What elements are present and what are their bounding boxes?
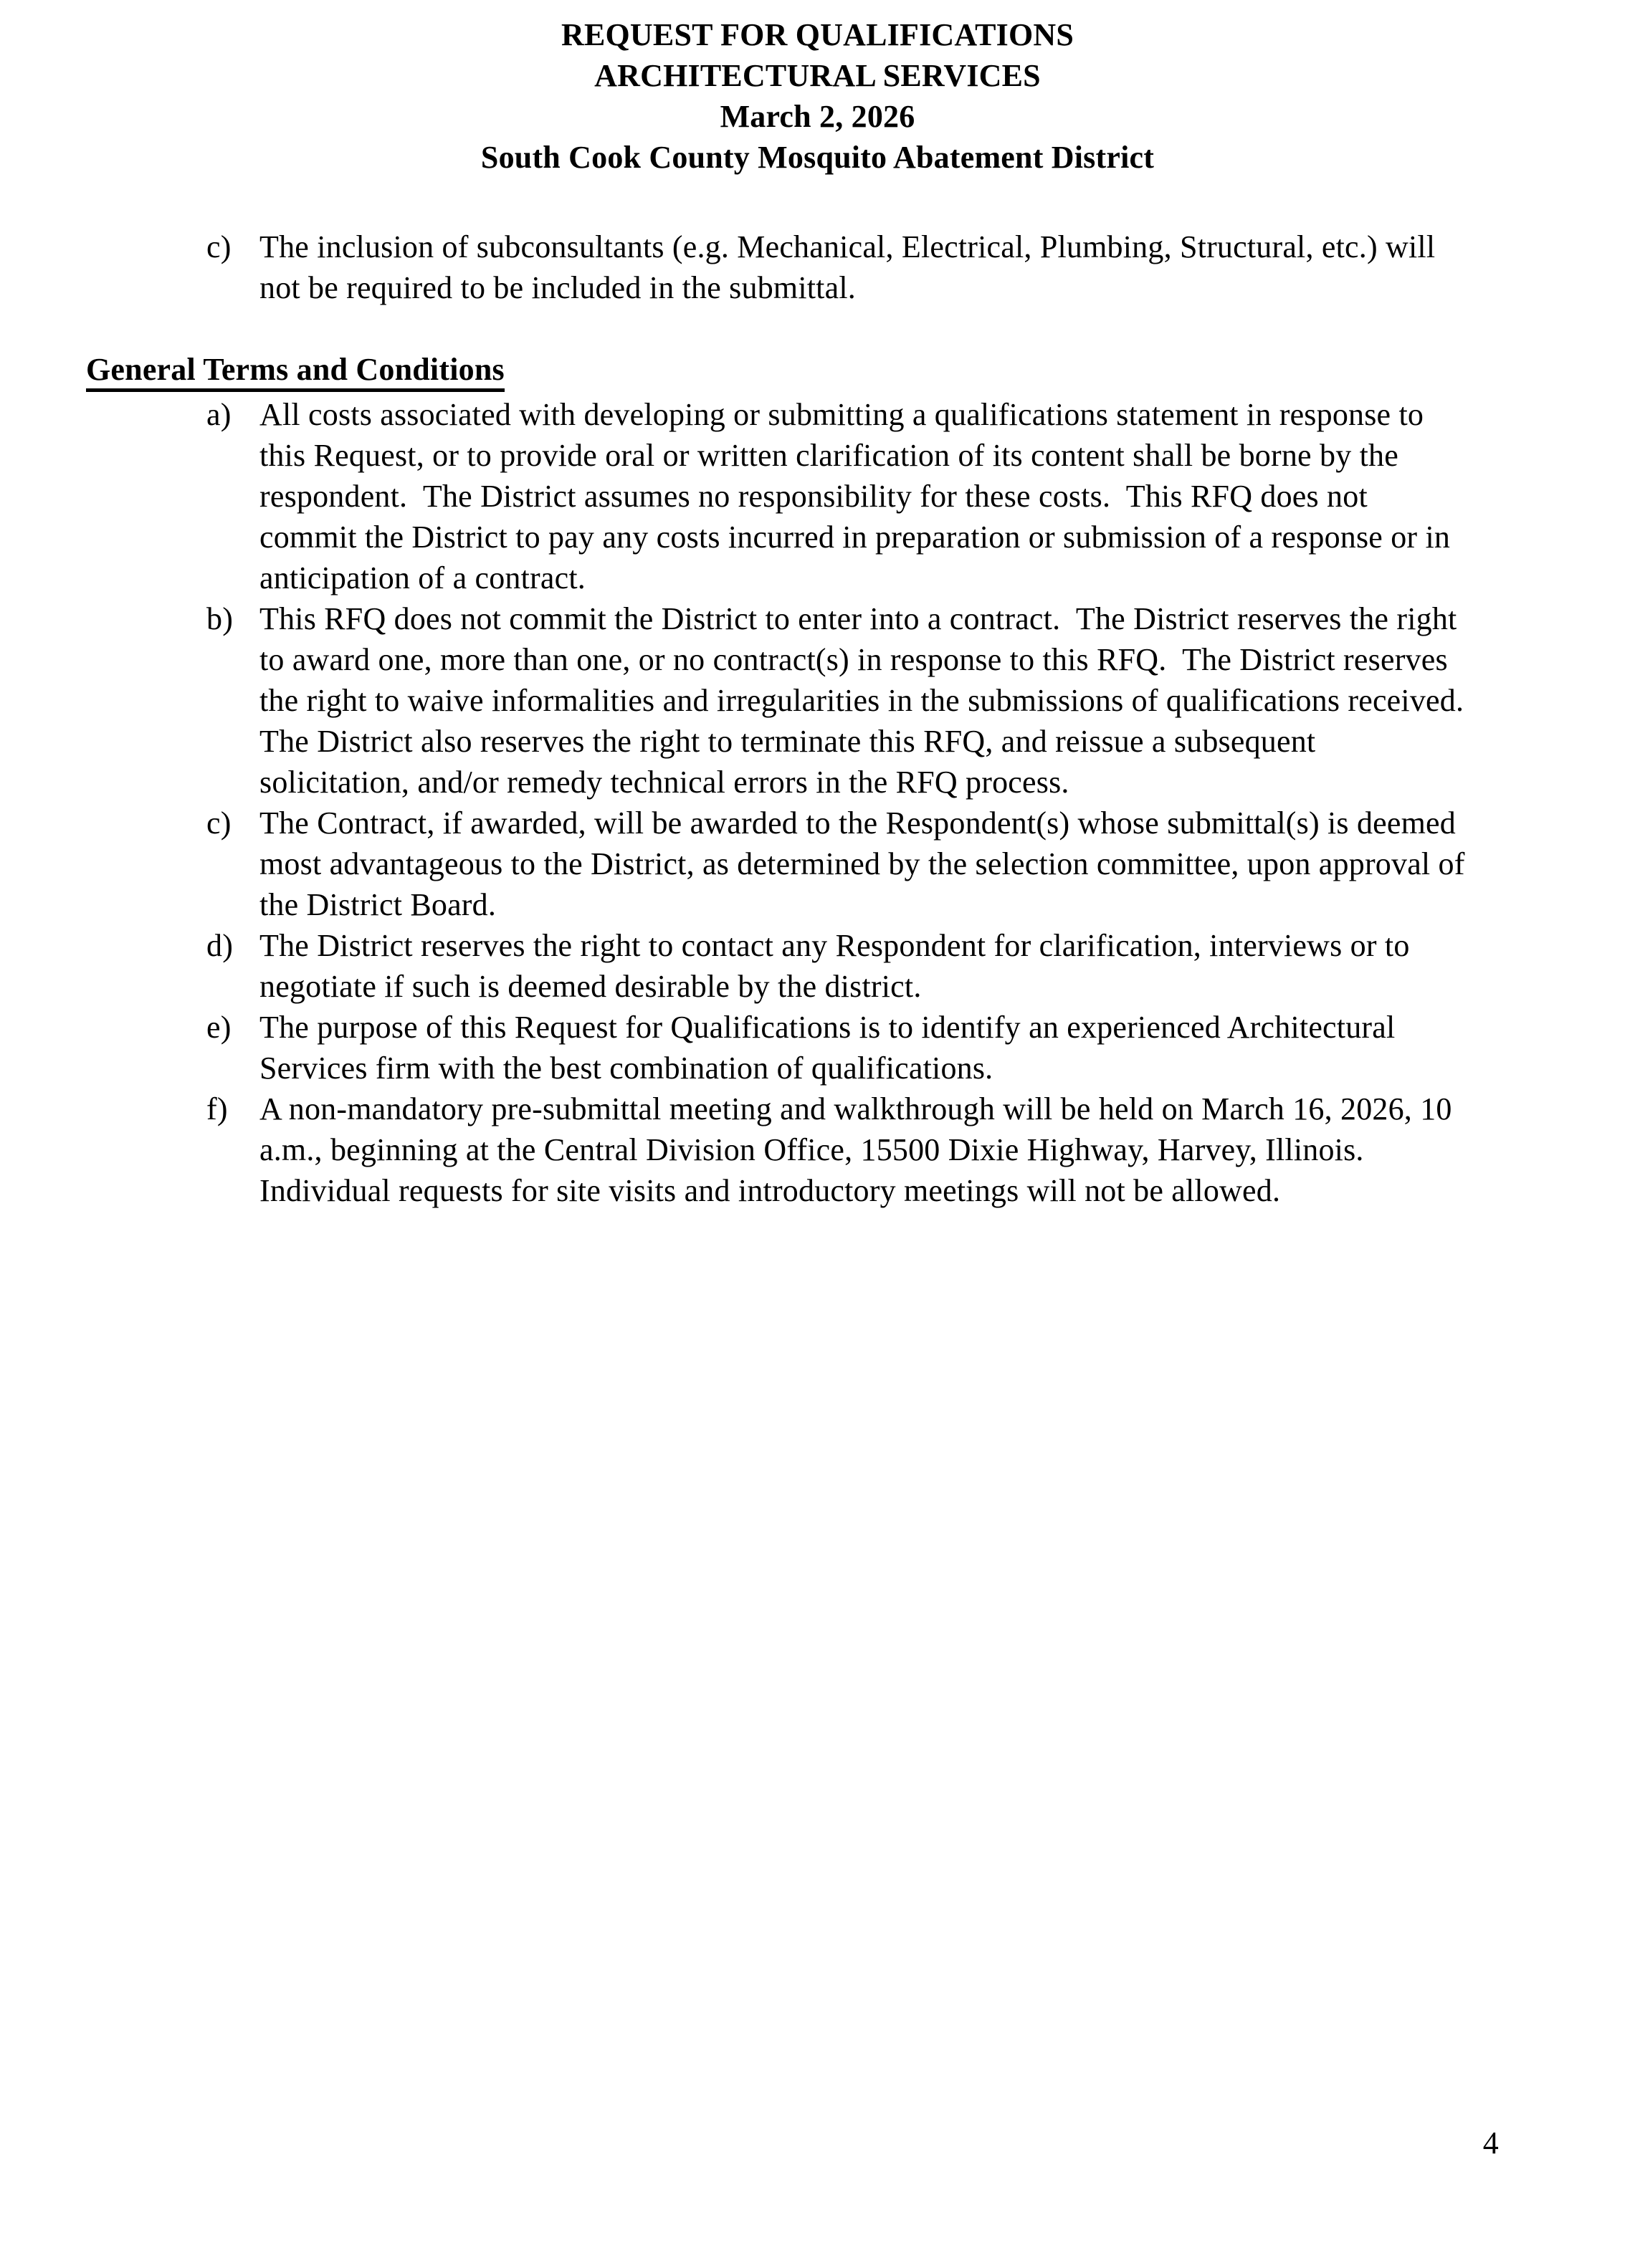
section-heading-text: General Terms and Conditions: [86, 352, 505, 392]
list-item-text: The inclusion of subconsultants (e.g. Mechanical, Electrical, Plumbing, Structural, etc.) will not be required to be included in the submittal.: [259, 229, 1444, 305]
list-item-text: All costs associated with developing or submitting a qualifications statement in response to this Request, or to provide oral or written clarification of its content shall be borne by the respondent. The District assumes no responsibility for these costs. This RFQ does not commit the District to pay any costs incurred in preparation or submission of a response or in anticipation of a contract.: [259, 397, 1459, 595]
list-item-marker: c): [206, 229, 232, 264]
list-item: [206, 226, 1506, 308]
list-item-text: The purpose of this Request for Qualifications is to identify an experienced Architectural Services firm with the best combination of qualifications.: [259, 1010, 1403, 1086]
section-heading: [86, 349, 1506, 390]
list-item-marker: d): [206, 928, 234, 963]
header-date-line: March 2, 2026: [720, 99, 915, 134]
list-item: [206, 1088, 1506, 1211]
list-item-marker: f): [206, 1091, 228, 1126]
list-item-marker: c): [206, 805, 232, 841]
document-body: [86, 226, 1506, 1211]
list-item-text: A non-mandatory pre-submittal meeting and walkthrough will be held on March 16, 2026, 10 a.m., beginning at the Central Division Office, 15500 Dixie Highway, Harvey, Illinois. Individual requests for site visits and introductory meetings will not be allowed.: [259, 1091, 1460, 1208]
header-district-line: South Cook County Mosquito Abatement District: [480, 140, 1155, 175]
list-item-text: This RFQ does not commit the District to enter into a contract. The District reserves the right to award one, more than one, or no contract(s) in response to this RFQ. The District reserves the right to waive informalities and irregularities in the submissions of qualifications received. The District also reserves the right to terminate this RFQ, and reissue a subsequent solicitation, and/or remedy technical errors in the RFQ process.: [259, 601, 1479, 800]
header-title-line-1: REQUEST FOR QUALIFICATIONS: [561, 17, 1074, 52]
list-item-text: The Contract, if awarded, will be awarded to the Respondent(s) whose submittal(s) is deemed most advantageous to the District, as determined by the selection committee, upon approval of the District Board.: [259, 805, 1473, 922]
page-number: 4: [1482, 2125, 1499, 2161]
list-item: [206, 803, 1506, 925]
list-item-marker: a): [206, 397, 232, 432]
document-header: [0, 0, 1635, 178]
list-item: [206, 394, 1506, 598]
list-item-marker: b): [206, 601, 234, 636]
header-title-line-2: ARCHITECTURAL SERVICES: [594, 58, 1041, 93]
list-item: [206, 925, 1506, 1007]
list-item-marker: e): [206, 1010, 232, 1045]
list-item-text: The District reserves the right to contact any Respondent for clarification, interviews or to negotiate if such is deemed desirable by the district.: [259, 928, 1418, 1004]
list-item: [206, 598, 1506, 803]
list-item: [206, 1007, 1506, 1088]
